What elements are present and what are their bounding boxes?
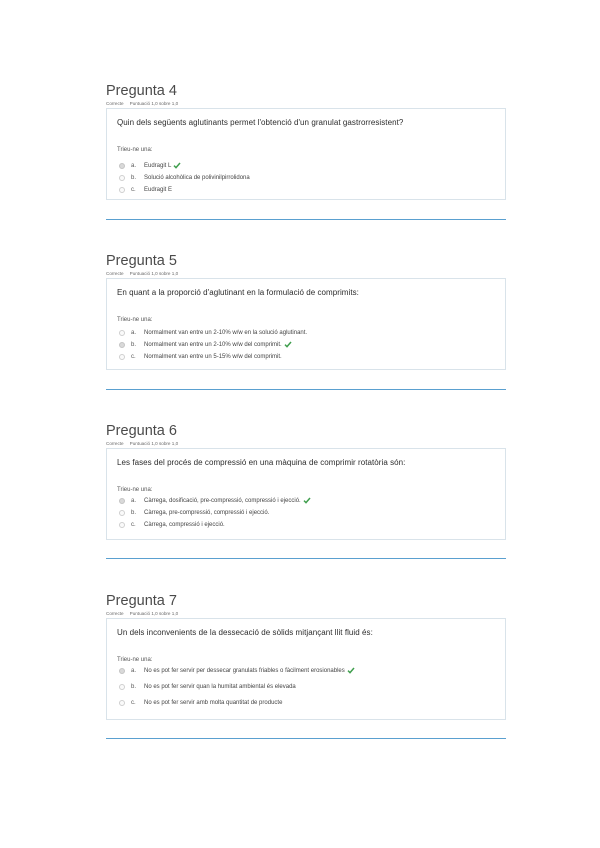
radio-button[interactable] <box>119 700 125 706</box>
option-letter: c. <box>131 699 136 706</box>
option-letter: c. <box>131 521 136 528</box>
option-text: Normalment van entre un 5-15% w/w del comprimit. <box>144 353 282 360</box>
option-text: Solució alcohòlica de polivinilpirrolidona <box>144 174 250 181</box>
option-text: No es pot fer servir per dessecar granulats friables o fàcilment erosionables <box>144 667 345 674</box>
option-text: No es pot fer servir amb molta quantitat de producte <box>144 699 283 706</box>
question-box <box>106 448 506 540</box>
option-a[interactable] <box>119 496 311 505</box>
option-b[interactable] <box>119 340 292 349</box>
option-text: No es pot fer servir quan la humitat ambiental és elevada <box>144 683 296 690</box>
option-text: Eudragit L <box>144 162 172 169</box>
option-letter: a. <box>131 667 137 674</box>
option-letter: b. <box>131 341 137 348</box>
radio-button[interactable] <box>119 175 125 181</box>
question-meta <box>106 100 506 108</box>
radio-button-selected[interactable] <box>119 342 125 348</box>
option-letter: c. <box>131 353 136 360</box>
answer-prompt: Trieu-ne una: <box>117 657 153 663</box>
question-meta <box>106 610 506 618</box>
option-b[interactable] <box>119 508 269 517</box>
question-status: Correcte <box>106 611 124 616</box>
question-meta <box>106 270 506 278</box>
radio-button-selected[interactable] <box>119 163 125 169</box>
answer-prompt: Trieu-ne una: <box>117 487 153 493</box>
option-a[interactable] <box>119 161 181 170</box>
question-title: Pregunta 5 <box>106 253 177 269</box>
option-c[interactable] <box>119 520 225 529</box>
check-icon <box>347 667 355 674</box>
question-4 <box>106 82 506 200</box>
option-letter: b. <box>131 509 137 516</box>
question-score: Puntuació 1,0 sobre 1,0 <box>129 101 179 106</box>
question-title: Pregunta 4 <box>106 83 177 99</box>
question-title: Pregunta 6 <box>106 423 177 439</box>
option-text: Normalment van entre un 2-10% w/w del comprimit. <box>144 341 282 348</box>
option-a[interactable] <box>119 328 307 337</box>
question-text: Les fases del procés de compressió en una màquina de comprimir rotatòria són: <box>117 458 406 467</box>
option-b[interactable] <box>119 173 250 182</box>
option-a[interactable] <box>119 666 355 675</box>
question-box <box>106 618 506 720</box>
option-b[interactable] <box>119 682 296 691</box>
radio-button-selected[interactable] <box>119 668 125 674</box>
radio-button[interactable] <box>119 510 125 516</box>
option-text: Càrrega, pre-compressió, compressió i ejecció. <box>144 509 270 516</box>
question-status: Correcte <box>106 101 124 106</box>
option-c[interactable] <box>119 185 172 194</box>
option-letter: c. <box>131 186 136 193</box>
question-score: Puntuació 1,0 sobre 1,0 <box>129 441 179 446</box>
option-letter: a. <box>131 497 137 504</box>
question-box <box>106 108 506 200</box>
option-letter: a. <box>131 162 137 169</box>
radio-button[interactable] <box>119 522 125 528</box>
question-score: Puntuació 1,0 sobre 1,0 <box>129 611 179 616</box>
question-text: Un dels inconvenients de la dessecació de sòlids mitjançant llit fluid és: <box>117 628 373 637</box>
question-box <box>106 278 506 370</box>
option-letter: b. <box>131 174 137 181</box>
question-status: Correcte <box>106 271 124 276</box>
option-text: Càrrega, dosificació, pre-compressió, compressió i ejecció. <box>144 497 301 504</box>
question-separator <box>106 558 506 559</box>
option-text: Càrrega, compressió i ejecció. <box>144 521 225 528</box>
answer-prompt: Trieu-ne una: <box>117 147 153 153</box>
radio-button[interactable] <box>119 684 125 690</box>
question-separator <box>106 389 506 390</box>
radio-button[interactable] <box>119 187 125 193</box>
radio-button[interactable] <box>119 354 125 360</box>
option-c[interactable] <box>119 352 282 361</box>
question-text: En quant a la proporció d'aglutinant en la formulació de comprimits: <box>117 288 359 297</box>
question-7 <box>106 592 506 720</box>
check-icon <box>303 497 311 504</box>
question-meta <box>106 440 506 448</box>
question-status: Correcte <box>106 441 124 446</box>
radio-button[interactable] <box>119 330 125 336</box>
option-text: Normalment van entre un 2-10% w/w en la solució aglutinant. <box>144 329 308 336</box>
question-5 <box>106 252 506 370</box>
question-6 <box>106 422 506 540</box>
question-separator <box>106 738 506 739</box>
question-text: Quin dels següents aglutinants permet l'obtenció d'un granulat gastrorresistent? <box>117 118 404 127</box>
option-c[interactable] <box>119 698 282 707</box>
check-icon <box>173 162 181 169</box>
radio-button-selected[interactable] <box>119 498 125 504</box>
answer-prompt: Trieu-ne una: <box>117 317 153 323</box>
question-score: Puntuació 1,0 sobre 1,0 <box>129 271 179 276</box>
question-separator <box>106 219 506 220</box>
question-title: Pregunta 7 <box>106 593 177 609</box>
check-icon <box>284 341 292 348</box>
option-letter: b. <box>131 683 137 690</box>
option-text: Eudragit E <box>144 186 173 193</box>
option-letter: a. <box>131 329 137 336</box>
